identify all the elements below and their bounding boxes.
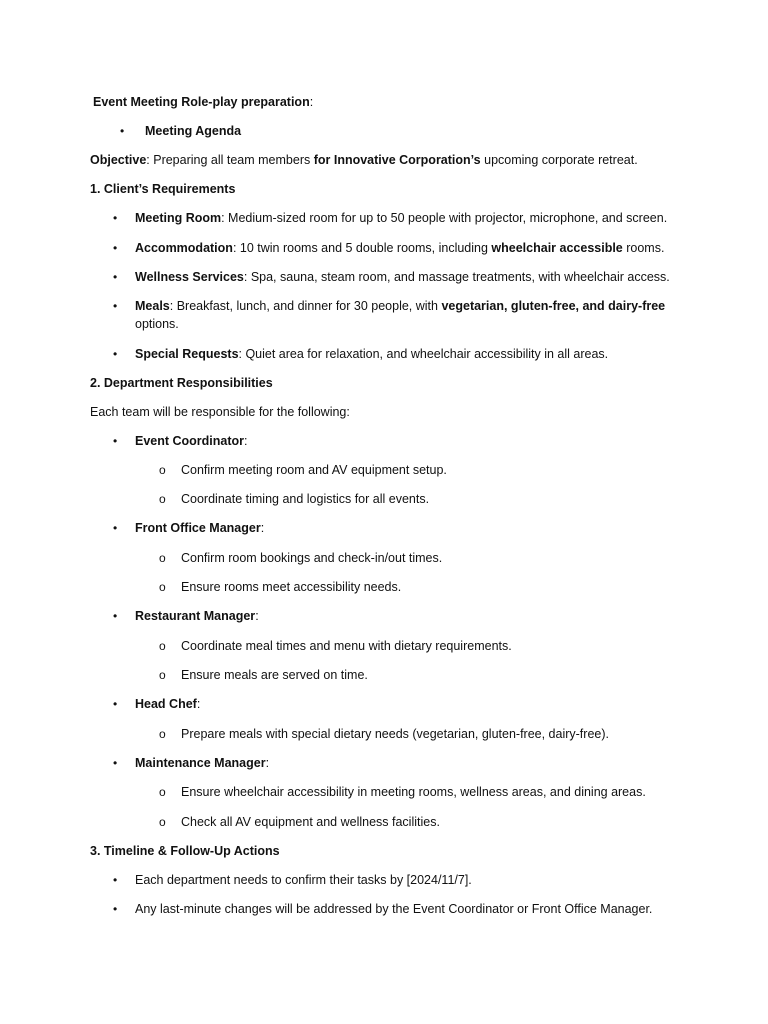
bullet-icon: •: [113, 434, 118, 448]
requirement-label: Special Requests: [135, 347, 239, 361]
role-colon: :: [255, 609, 259, 623]
sub-bullet-icon: o: [159, 785, 166, 799]
section-2-title: 2. Department Responsibilities: [90, 376, 273, 390]
role-task: Coordinate timing and logistics for all events.: [181, 492, 430, 506]
document-title: [93, 94, 313, 110]
objective-client: for Innovative Corporation’s: [313, 153, 481, 167]
role-task: Check all AV equipment and wellness facilities.: [181, 815, 440, 829]
requirement-label: Meeting Room: [135, 211, 222, 225]
role-task: Ensure wheelchair accessibility in meeting rooms, wellness areas, and dining areas.: [181, 785, 646, 799]
role-task: Coordinate meal times and menu with dietary requirements.: [181, 639, 512, 653]
role-item: [135, 755, 269, 771]
requirement-text-end: options.: [135, 317, 179, 331]
requirement-text: : Spa, sauna, steam room, and massage treatments, with wheelchair access.: [243, 270, 670, 284]
sub-bullet-icon: o: [159, 492, 166, 506]
objective-line: [90, 152, 638, 168]
objective-text: : Preparing all team members: [146, 153, 314, 167]
title-colon: :: [309, 95, 314, 109]
section-3-heading: [90, 843, 280, 859]
bullet-icon: •: [113, 521, 118, 535]
requirement-text: : 10 twin rooms and 5 double rooms, including: [232, 241, 492, 255]
role-label: Restaurant Manager: [135, 609, 256, 623]
requirement-text: : Medium-sized room for up to 50 people with projector, microphone, and screen.: [221, 211, 668, 225]
role-item: [135, 608, 259, 624]
requirement-item: [135, 240, 664, 256]
role-item: [135, 520, 264, 536]
role-task: Confirm meeting room and AV equipment setup.: [181, 463, 447, 477]
role-label: Maintenance Manager: [135, 756, 266, 770]
role-colon: :: [265, 756, 270, 770]
requirement-text: : Quiet area for relaxation, and wheelchair accessibility in all areas.: [238, 347, 609, 361]
section-2-intro: Each team will be responsible for the following:: [90, 405, 350, 419]
role-colon: :: [260, 521, 265, 535]
requirement-text: : Breakfast, lunch, and dinner for 30 people, with: [169, 299, 442, 313]
role-task: Prepare meals with special dietary needs (vegetarian, gluten-free, dairy-free).: [181, 727, 609, 741]
bullet-icon: •: [113, 756, 118, 770]
requirement-label: Accommodation: [135, 241, 233, 255]
requirement-item: [135, 269, 670, 285]
role-colon: :: [196, 697, 201, 711]
objective-text-end: upcoming corporate retreat.: [480, 153, 638, 167]
timeline-item: Any last-minute changes will be addressed by the Event Coordinator or Front Office Manager.: [135, 902, 653, 916]
role-task: Confirm room bookings and check-in/out times.: [181, 551, 443, 565]
bullet-icon: •: [120, 124, 125, 138]
sub-bullet-icon: o: [159, 551, 166, 565]
role-label: Head Chef: [135, 697, 197, 711]
role-label: Front Office Manager: [135, 521, 261, 535]
role-colon: :: [244, 434, 248, 448]
requirement-item: [135, 346, 608, 362]
section-2-heading: [90, 375, 273, 391]
sub-bullet-icon: o: [159, 727, 166, 741]
requirement-label: Meals: [135, 299, 170, 313]
objective-label: Objective: [90, 153, 147, 167]
bullet-icon: •: [113, 241, 118, 255]
bullet-icon: •: [113, 902, 118, 916]
sub-bullet-icon: o: [159, 815, 166, 829]
role-task: Ensure meals are served on time.: [181, 668, 368, 682]
agenda-heading: [145, 123, 241, 139]
bullet-icon: •: [113, 270, 118, 284]
timeline-item: Each department needs to confirm their tasks by [2024/11/7].: [135, 873, 472, 887]
requirement-item: [135, 297, 675, 333]
agenda-text: Meeting Agenda: [145, 124, 242, 138]
requirement-emphasis: vegetarian, gluten-free, and dairy-free: [441, 299, 666, 313]
bullet-icon: •: [113, 697, 118, 711]
sub-bullet-icon: o: [159, 580, 166, 594]
requirement-label: Wellness Services: [135, 270, 244, 284]
requirement-emphasis: wheelchair accessible: [491, 241, 623, 255]
role-task: Ensure rooms meet accessibility needs.: [181, 580, 402, 594]
role-item: [135, 433, 248, 449]
bullet-icon: •: [113, 211, 118, 225]
section-3-title: 3. Timeline & Follow-Up Actions: [90, 844, 280, 858]
sub-bullet-icon: o: [159, 463, 166, 477]
section-1-heading: [90, 181, 235, 197]
role-item: [135, 696, 200, 712]
requirement-text-end: rooms.: [622, 241, 665, 255]
section-1-title: 1. Client’s Requirements: [90, 182, 236, 196]
bullet-icon: •: [113, 299, 118, 313]
sub-bullet-icon: o: [159, 668, 166, 682]
sub-bullet-icon: o: [159, 639, 166, 653]
bullet-icon: •: [113, 873, 118, 887]
bullet-icon: •: [113, 609, 118, 623]
title-text: Event Meeting Role-play preparation: [93, 95, 310, 109]
requirement-item: [135, 210, 667, 226]
bullet-icon: •: [113, 347, 118, 361]
role-label: Event Coordinator: [135, 434, 245, 448]
